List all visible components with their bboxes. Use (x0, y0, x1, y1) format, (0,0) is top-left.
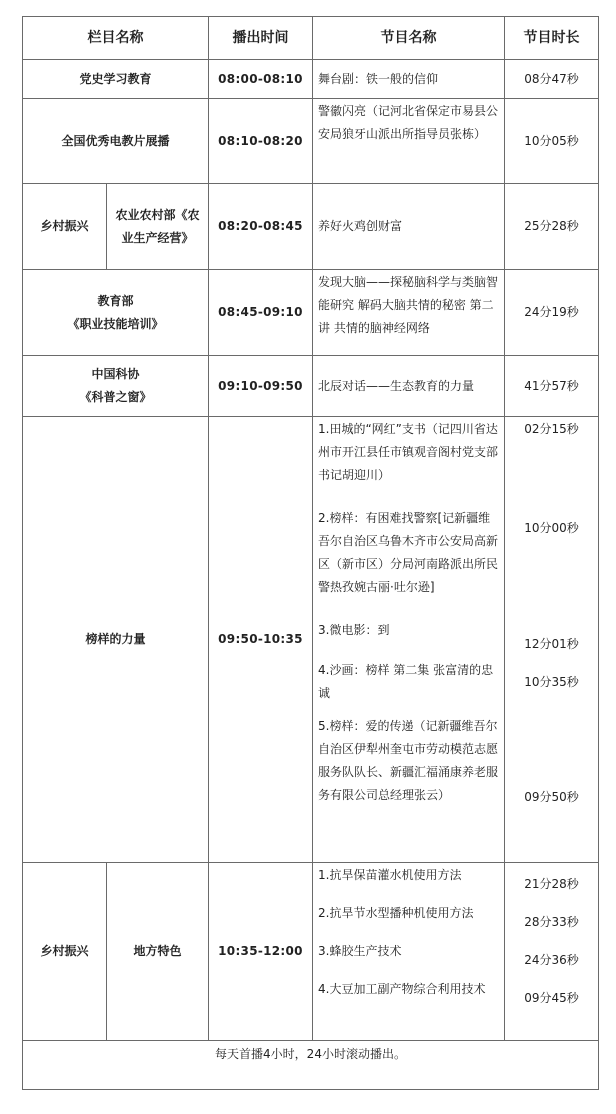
program-name: 发现大脑——探秘脑科学与类脑智能研究 解码大脑共情的秘密 第二讲 共情的脑神经网络 (313, 270, 505, 356)
header-program: 节目名称 (313, 17, 505, 60)
sub-column-name: 农业农村部《农业生产经营》 (107, 184, 209, 270)
header-duration: 节目时长 (505, 17, 599, 60)
column-name-line: 《职业技能培训》 (67, 316, 164, 331)
program-name: 养好火鸡创财富 (313, 184, 505, 270)
column-name-line: 教育部 (97, 293, 134, 308)
air-time: 08:10-08:20 (209, 99, 313, 184)
column-name: 乡村振兴 (23, 863, 107, 1041)
header-column: 栏目名称 (23, 17, 209, 60)
table-row (23, 60, 599, 99)
column-name (23, 356, 209, 417)
program-item: 3.蜂胶生产技术 (318, 944, 402, 958)
air-time: 09:10-09:50 (209, 356, 313, 417)
duration: 25分28秒 (505, 184, 599, 270)
duration-item: 21分28秒 (524, 877, 579, 891)
duration-item: 09分50秒 (524, 790, 579, 804)
program-item: 5.榜样：爱的传递（记新疆维吾尔自治区伊犁州奎屯市劳动模范志愿服务队队长、新疆汇福涌康养老服务有限公司总经理张云） (318, 719, 499, 802)
duration: 41分57秒 (505, 356, 599, 417)
program-name: 北辰对话——生态教育的力量 (313, 356, 505, 417)
column-name: 乡村振兴 (23, 184, 107, 270)
duration-item: 10分35秒 (524, 675, 579, 689)
air-time: 09:50-10:35 (209, 417, 313, 863)
duration-list (505, 863, 599, 1041)
program-item: 1.田城的“网红”支书（记四川省达州市开江县任市镇观音阁村党支部书记胡迎川） (318, 422, 499, 482)
column-name: 党史学习教育 (23, 60, 209, 99)
program-item: 3.微电影：到 (318, 623, 390, 637)
duration-item: 12分01秒 (524, 637, 579, 651)
duration-list (505, 417, 599, 863)
program-name: 警徽闪亮（记河北省保定市易县公安局狼牙山派出所指导员张栋） (313, 99, 505, 184)
program-list (313, 863, 505, 1041)
table-row (23, 356, 599, 417)
duration-item: 09分45秒 (524, 991, 579, 1005)
air-time: 08:45-09:10 (209, 270, 313, 356)
duration-item: 28分33秒 (524, 915, 579, 929)
program-name: 舞台剧：铁一般的信仰 (313, 60, 505, 99)
table-row (23, 417, 599, 863)
table-row (23, 270, 599, 356)
sub-column-name: 地方特色 (107, 863, 209, 1041)
program-item: 4.大豆加工副产物综合利用技术 (318, 982, 486, 996)
footer-note: 每天首播4小时，24小时滚动播出。 (23, 1041, 599, 1090)
footer-row (23, 1041, 599, 1090)
column-name-line: 中国科协 (91, 367, 140, 381)
program-item: 4.沙画：榜样 第二集 张富清的忠诚 (318, 663, 494, 700)
column-name-line: 《科普之窗》 (79, 390, 152, 404)
column-name: 榜样的力量 (23, 417, 209, 863)
program-item: 2.抗旱节水型播种机使用方法 (318, 906, 474, 920)
schedule-table (22, 16, 599, 1090)
header-time: 播出时间 (209, 17, 313, 60)
air-time: 08:00-08:10 (209, 60, 313, 99)
column-name: 全国优秀电教片展播 (23, 99, 209, 184)
duration: 24分19秒 (505, 270, 599, 356)
table-row (23, 184, 599, 270)
air-time: 08:20-08:45 (209, 184, 313, 270)
program-item: 1.抗旱保苗灌水机使用方法 (318, 868, 462, 882)
duration-item: 10分00秒 (524, 521, 579, 535)
duration-item: 24分36秒 (524, 953, 579, 967)
duration: 08分47秒 (505, 60, 599, 99)
duration-item: 02分15秒 (524, 422, 579, 436)
column-name (23, 270, 209, 356)
program-list (313, 417, 505, 863)
air-time: 10:35-12:00 (209, 863, 313, 1041)
header-row (23, 17, 599, 60)
duration: 10分05秒 (505, 99, 599, 184)
program-item: 2.榜样：有困难找警察[记新疆维吾尔自治区乌鲁木齐市公安局高新区（新市区）分局河南路派出所民警热孜婉古丽·吐尔逊] (318, 511, 499, 594)
table-row (23, 863, 599, 1041)
table-row (23, 99, 599, 184)
